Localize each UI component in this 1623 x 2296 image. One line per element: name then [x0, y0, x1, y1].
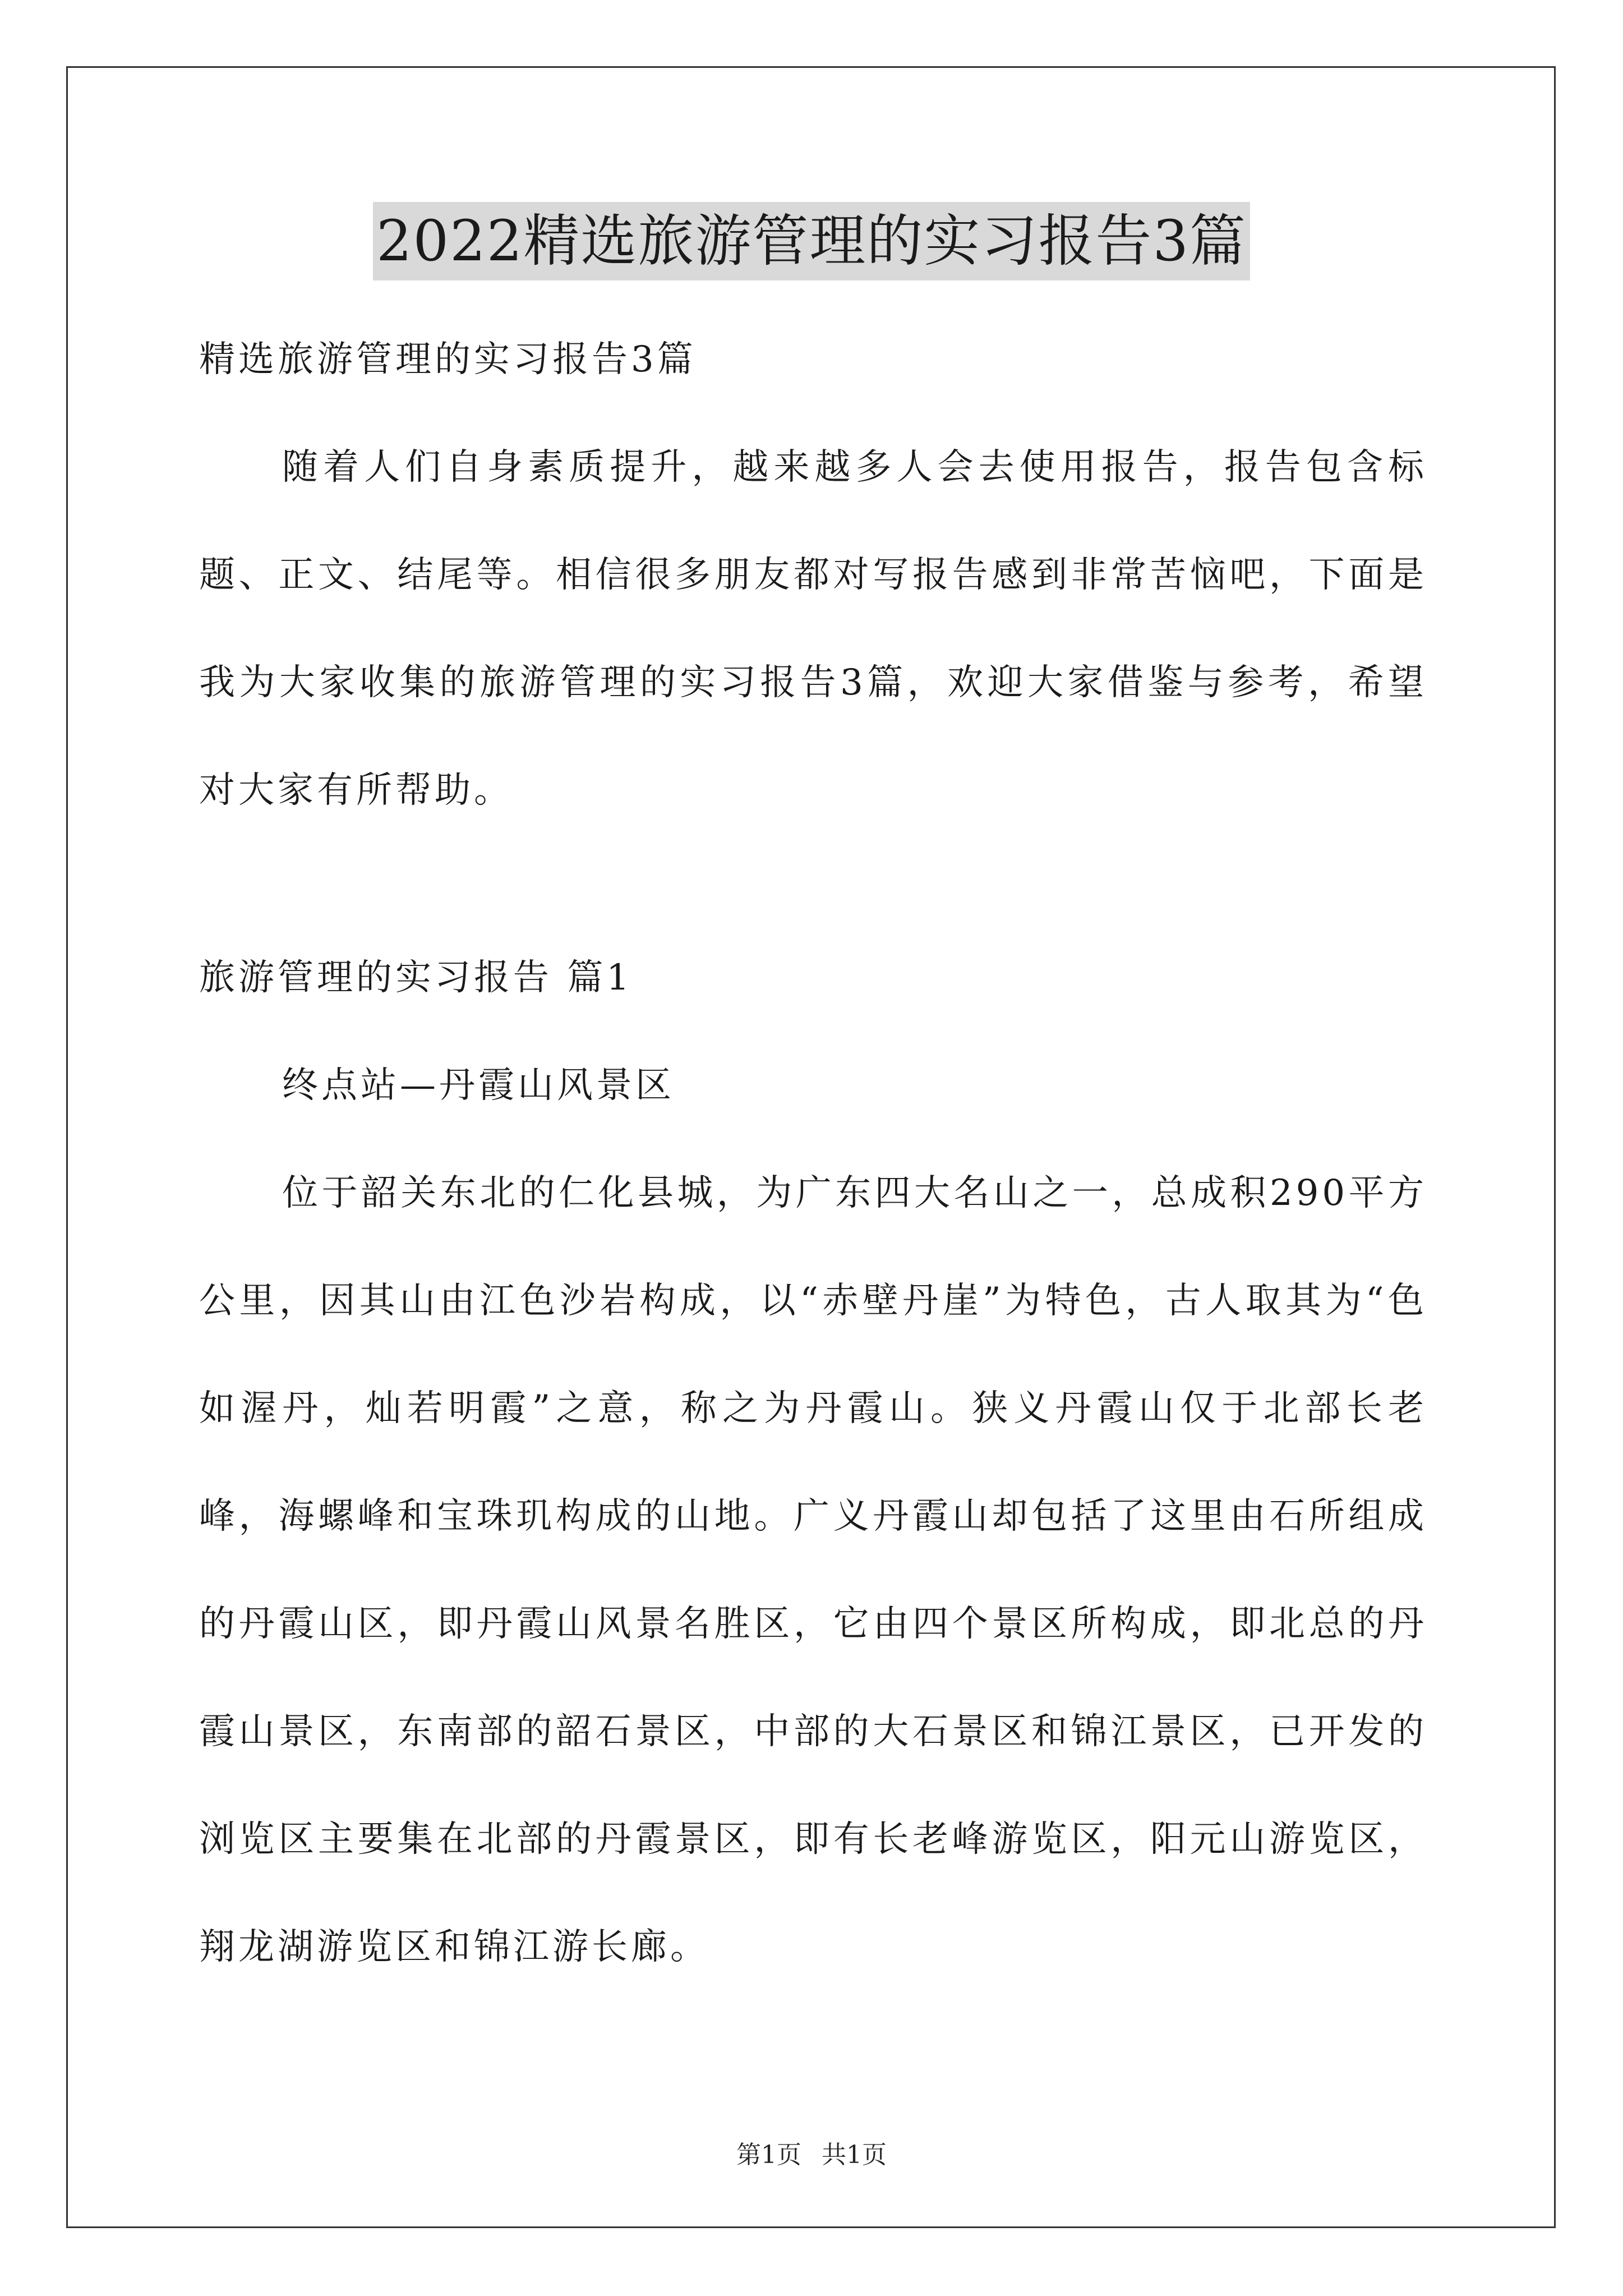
document-body: [199, 306, 1427, 2001]
section-body-paragraph: 位于韶关东北的仁化县城，为广东四大名山之一，总成积290平方公里，因其山由江色沙岩构成，以“赤壁丹崖”为特色，古人取其为“色如渥丹，灿若明霞”之意，称之为丹霞山。狭义丹霞山仅于北部长老峰，海螺峰和宝珠玑构成的山地。广义丹霞山却包括了这里由石所组成的丹霞山区，即丹霞山风景名胜区，它由四个景区所构成，即北总的丹霞山景区，东南部的韶石景区，中部的大石景区和锦江景区，已开发的浏览区主要集在北部的丹霞景区，即有长老峰游览区，阳元山游览区，翔龙湖游览区和锦江游长廊。: [199, 1172, 1427, 1968]
document-subtitle: 精选旅游管理的实习报告3篇: [199, 339, 697, 380]
page-number-total: 共1页: [822, 2141, 887, 2169]
document-title: 2022精选旅游管理的实习报告3篇: [373, 202, 1250, 280]
title-container: [0, 202, 1623, 280]
page-footer: [0, 2138, 1623, 2172]
section-heading: 旅游管理的实习报告 篇1: [199, 957, 633, 999]
intro-paragraph: 随着人们自身素质提升，越来越多人会去使用报告，报告包含标题、正文、结尾等。相信很多朋友都对写报告感到非常苦恼吧，下面是我为大家收集的旅游管理的实习报告3篇，欢迎大家借鉴与参考，希望对大家有所帮助。: [199, 447, 1427, 811]
page-number-current: 第1页: [736, 2141, 801, 2169]
section-subheading: 终点站—丹霞山风景区: [282, 1065, 675, 1106]
